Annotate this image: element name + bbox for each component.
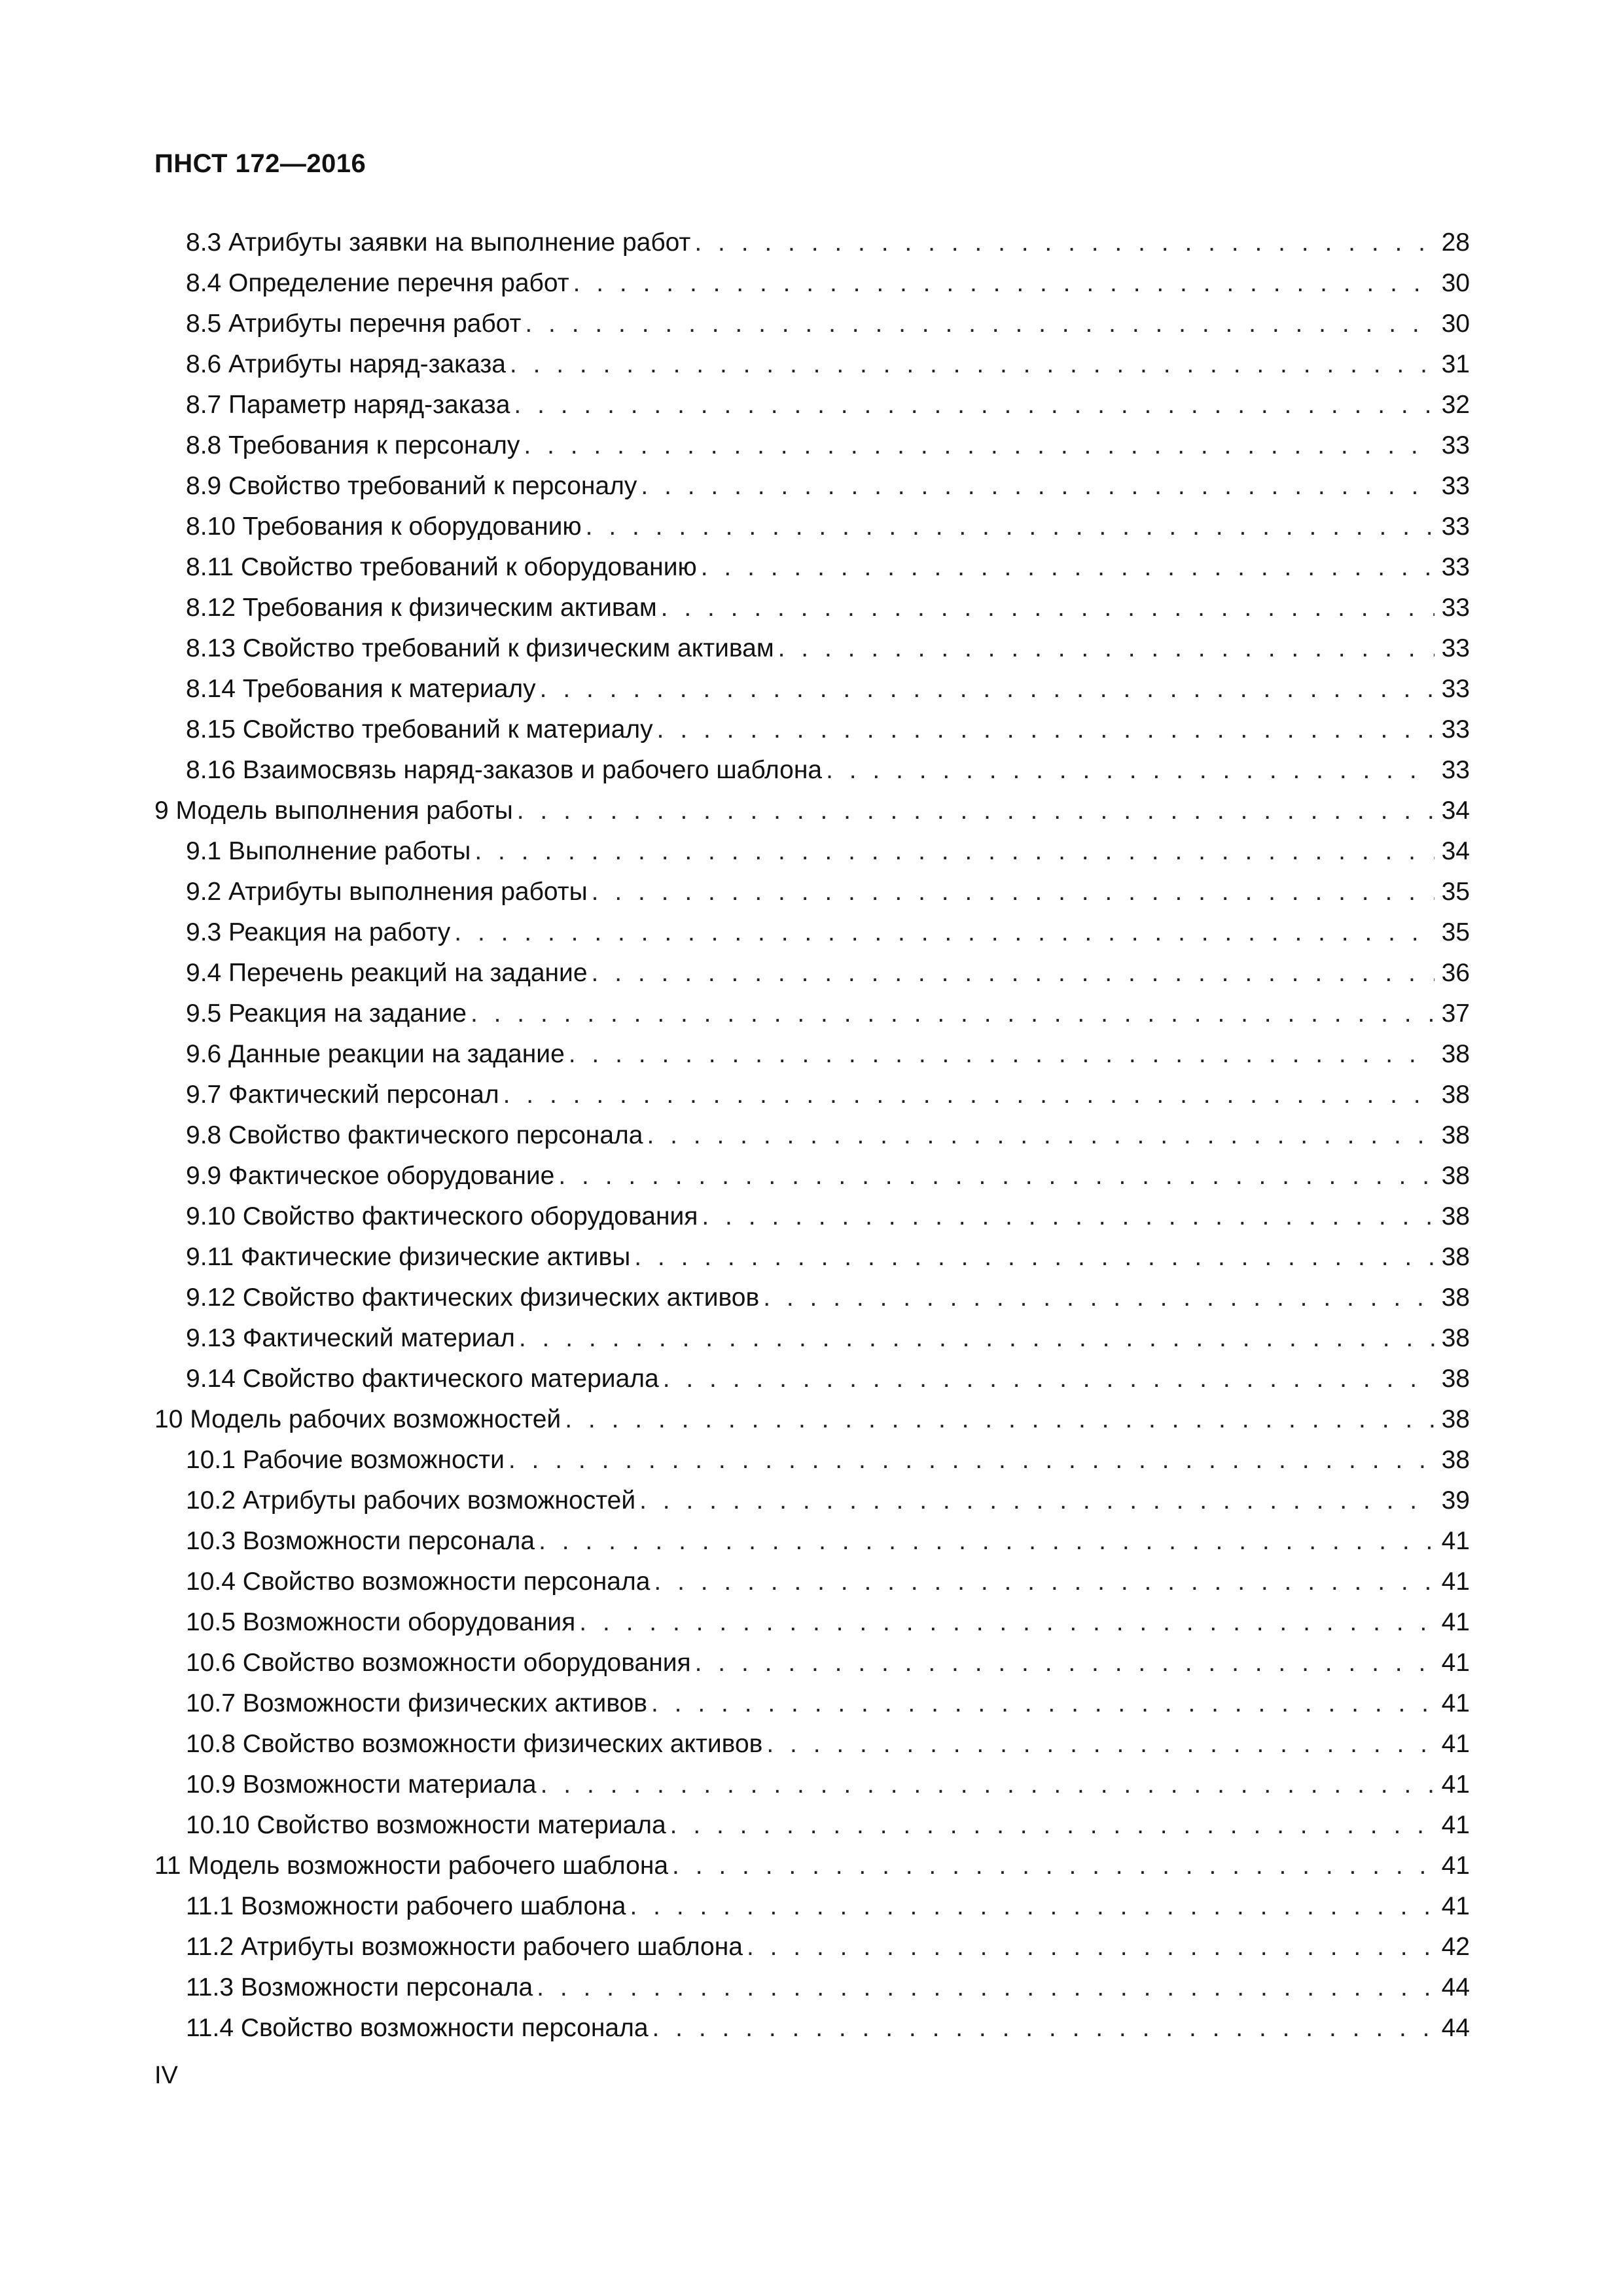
toc-entry	[154, 1399, 1470, 1440]
toc-entry-page: 38	[1441, 1121, 1470, 1149]
toc-entry-page: 41	[1441, 1852, 1470, 1880]
toc-entry-title: 10.2 Атрибуты рабочих возможностей	[186, 1486, 636, 1515]
toc-dot-leader	[672, 1846, 1435, 1886]
toc-entry-title: 8.6 Атрибуты наряд-заказа	[186, 350, 506, 378]
toc-entry-page: 38	[1441, 1162, 1470, 1190]
toc-entry-page: 33	[1441, 756, 1470, 784]
toc-dot-leader	[670, 1805, 1435, 1846]
toc-entry-title: 8.5 Атрибуты перечня работ	[186, 310, 522, 338]
toc-dot-leader	[652, 2008, 1435, 2049]
toc-dot-leader	[517, 791, 1435, 831]
toc-entry-title: 9.6 Данные реакции на задание	[186, 1040, 565, 1068]
toc-entry	[154, 1683, 1470, 1724]
toc-entry-page: 38	[1441, 1324, 1470, 1352]
toc-entry-page: 33	[1441, 594, 1470, 622]
toc-entry	[154, 1886, 1470, 1927]
toc-entry	[154, 223, 1470, 263]
toc-entry	[154, 953, 1470, 994]
toc-entry-title: 11.3 Возможности персонала	[186, 1973, 533, 2001]
toc-entry	[154, 1440, 1470, 1480]
toc-entry-page: 34	[1441, 797, 1470, 825]
toc-dot-leader	[778, 628, 1435, 669]
toc-entry-title: 9.10 Свойство фактического оборудования	[186, 1202, 698, 1230]
toc-entry-page: 33	[1441, 553, 1470, 581]
toc-entry	[154, 547, 1470, 588]
toc-entry-page: 44	[1441, 2014, 1470, 2042]
toc-entry	[154, 1521, 1470, 1562]
toc-dot-leader	[537, 1967, 1435, 2008]
toc-entry-page: 39	[1441, 1486, 1470, 1515]
toc-dot-leader	[766, 1724, 1435, 1765]
toc-entry-page: 41	[1441, 1608, 1470, 1636]
toc-dot-leader	[510, 344, 1435, 385]
toc-entry	[154, 1237, 1470, 1278]
toc-entry	[154, 1724, 1470, 1765]
toc-dot-leader	[630, 1886, 1435, 1927]
toc-entry	[154, 1034, 1470, 1075]
toc-entry-page: 33	[1441, 634, 1470, 662]
toc-entry-page: 33	[1441, 472, 1470, 500]
toc-dot-leader	[508, 1440, 1435, 1480]
toc-dot-leader	[651, 1683, 1435, 1724]
toc-entry-title: 10.1 Рабочие возможности	[186, 1446, 505, 1474]
document-header: ПНСТ 172—2016	[154, 149, 366, 178]
toc-entry-title: 9.8 Свойство фактического персонала	[186, 1121, 643, 1149]
toc-entry-title: 11.1 Возможности рабочего шаблона	[186, 1892, 626, 1920]
toc-dot-leader	[474, 831, 1435, 872]
toc-entry-page: 28	[1441, 228, 1470, 257]
toc-entry-page: 34	[1441, 837, 1470, 865]
toc-entry	[154, 1196, 1470, 1237]
toc-entry-page: 35	[1441, 918, 1470, 946]
toc-entry-title: 9.9 Фактическое оборудование	[186, 1162, 555, 1190]
toc-entry-title: 9.4 Перечень реакций на задание	[186, 959, 588, 987]
toc-entry-title: 8.9 Свойство требований к персоналу	[186, 472, 637, 500]
toc-entry-page: 41	[1441, 1730, 1470, 1758]
toc-entry-title: 10.4 Свойство возможности персонала	[186, 1568, 651, 1596]
toc-dot-leader	[539, 1521, 1435, 1562]
toc-entry-title: 9 Модель выполнения работы	[154, 797, 513, 825]
toc-entry	[154, 1075, 1470, 1115]
toc-entry-title: 11 Модель возможности рабочего шаблона	[154, 1852, 669, 1880]
toc-entry-title: 10.9 Возможности материала	[186, 1770, 537, 1799]
toc-entry-page: 33	[1441, 431, 1470, 459]
toc-entry	[154, 669, 1470, 709]
toc-entry	[154, 831, 1470, 872]
toc-entry	[154, 1602, 1470, 1643]
toc-entry	[154, 1359, 1470, 1399]
toc-entry-page: 38	[1441, 1202, 1470, 1230]
toc-dot-leader	[525, 304, 1435, 344]
toc-entry-title: 10.5 Возможности оборудования	[186, 1608, 576, 1636]
toc-dot-leader	[763, 1278, 1435, 1318]
toc-entry-page: 32	[1441, 391, 1470, 419]
toc-dot-leader	[565, 1399, 1435, 1440]
toc-dot-leader	[826, 750, 1435, 791]
toc-entry-page: 41	[1441, 1811, 1470, 1839]
toc-entry-page: 44	[1441, 1973, 1470, 2001]
toc-entry	[154, 709, 1470, 750]
toc-dot-leader	[454, 912, 1435, 953]
toc-entry	[154, 1115, 1470, 1156]
toc-entry-title: 9.1 Выполнение работы	[186, 837, 471, 865]
toc-dot-leader	[558, 1156, 1435, 1196]
toc-entry-title: 10.7 Возможности физических активов	[186, 1689, 648, 1717]
toc-entry	[154, 1765, 1470, 1805]
toc-entry	[154, 2008, 1470, 2049]
toc-entry	[154, 1480, 1470, 1521]
toc-entry-title: 10.8 Свойство возможности физических активов	[186, 1730, 763, 1758]
toc-entry-title: 9.14 Свойство фактического материала	[186, 1365, 659, 1393]
toc-entry-title: 8.4 Определение перечня работ	[186, 269, 569, 297]
toc-entry-title: 10.6 Свойство возможности оборудования	[186, 1649, 691, 1677]
toc-entry-page: 41	[1441, 1527, 1470, 1555]
toc-entry-title: 9.7 Фактический персонал	[186, 1081, 499, 1109]
toc-entry	[154, 1643, 1470, 1683]
toc-entry	[154, 750, 1470, 791]
toc-entry-page: 42	[1441, 1933, 1470, 1961]
toc-dot-leader	[573, 263, 1435, 304]
toc-entry	[154, 466, 1470, 507]
toc-entry-title: 10.3 Возможности персонала	[186, 1527, 535, 1555]
toc-entry	[154, 628, 1470, 669]
toc-entry-title: 8.10 Требования к оборудованию	[186, 512, 582, 541]
toc-entry-page: 41	[1441, 1649, 1470, 1677]
toc-entry	[154, 872, 1470, 912]
toc-entry-title: 8.8 Требования к персоналу	[186, 431, 520, 459]
toc-entry-title: 9.12 Свойство фактических физических активов	[186, 1283, 760, 1312]
toc-entry	[154, 791, 1470, 831]
toc-dot-leader	[695, 1643, 1435, 1683]
toc-entry-page: 41	[1441, 1770, 1470, 1799]
toc-entry-page: 37	[1441, 999, 1470, 1028]
toc-entry	[154, 1805, 1470, 1846]
toc-entry	[154, 507, 1470, 547]
toc-entry-page: 38	[1441, 1040, 1470, 1068]
toc-entry-title: 11.2 Атрибуты возможности рабочего шаблона	[186, 1933, 743, 1961]
table-of-contents	[154, 223, 1470, 2049]
toc-dot-leader	[592, 953, 1435, 994]
toc-dot-leader	[569, 1034, 1435, 1075]
toc-entry	[154, 1967, 1470, 2008]
toc-entry-page: 38	[1441, 1283, 1470, 1312]
toc-entry-title: 8.7 Параметр наряд-заказа	[186, 391, 510, 419]
toc-dot-leader	[694, 223, 1435, 263]
toc-entry-page: 35	[1441, 878, 1470, 906]
toc-entry-page: 38	[1441, 1405, 1470, 1433]
toc-entry-page: 41	[1441, 1568, 1470, 1596]
toc-entry	[154, 263, 1470, 304]
toc-entry-title: 8.13 Свойство требований к физическим активам	[186, 634, 774, 662]
toc-entry-title: 11.4 Свойство возможности персонала	[186, 2014, 649, 2042]
toc-entry-page: 41	[1441, 1892, 1470, 1920]
toc-entry	[154, 994, 1470, 1034]
toc-dot-leader	[592, 872, 1435, 912]
toc-entry	[154, 912, 1470, 953]
toc-entry-title: 8.3 Атрибуты заявки на выполнение работ	[186, 228, 691, 257]
toc-entry-page: 33	[1441, 715, 1470, 744]
toc-entry-title: 10.10 Свойство возможности материала	[186, 1811, 666, 1839]
toc-entry	[154, 344, 1470, 385]
toc-dot-leader	[586, 507, 1435, 547]
toc-entry-title: 9.3 Реакция на работу	[186, 918, 451, 946]
toc-entry-page: 38	[1441, 1081, 1470, 1109]
toc-entry-page: 41	[1441, 1689, 1470, 1717]
toc-entry	[154, 425, 1470, 466]
toc-dot-leader	[634, 1237, 1435, 1278]
toc-dot-leader	[747, 1927, 1435, 1967]
toc-entry-title: 9.2 Атрибуты выполнения работы	[186, 878, 588, 906]
toc-dot-leader	[579, 1602, 1435, 1643]
toc-entry-title: 10 Модель рабочих возможностей	[154, 1405, 562, 1433]
toc-entry-page: 38	[1441, 1446, 1470, 1474]
toc-dot-leader	[641, 466, 1435, 507]
toc-entry-page: 33	[1441, 512, 1470, 541]
toc-entry	[154, 1278, 1470, 1318]
toc-dot-leader	[540, 669, 1435, 709]
toc-entry	[154, 1562, 1470, 1602]
toc-dot-leader	[514, 385, 1435, 425]
toc-entry-title: 8.12 Требования к физическим активам	[186, 594, 657, 622]
toc-dot-leader	[471, 994, 1435, 1034]
toc-entry-title: 8.15 Свойство требований к материалу	[186, 715, 653, 744]
toc-entry-title: 8.16 Взаимосвязь наряд-заказов и рабочего шаблона	[186, 756, 823, 784]
toc-entry-title: 9.5 Реакция на задание	[186, 999, 467, 1028]
toc-entry-title: 9.11 Фактические физические активы	[186, 1243, 631, 1271]
toc-dot-leader	[647, 1115, 1435, 1156]
toc-entry	[154, 304, 1470, 344]
toc-dot-leader	[541, 1765, 1435, 1805]
toc-dot-leader	[524, 425, 1435, 466]
toc-dot-leader	[654, 1562, 1435, 1602]
toc-entry-page: 31	[1441, 350, 1470, 378]
toc-dot-leader	[701, 547, 1435, 588]
toc-entry-page: 33	[1441, 675, 1470, 703]
toc-entry-page: 38	[1441, 1243, 1470, 1271]
toc-entry	[154, 1927, 1470, 1967]
toc-dot-leader	[639, 1480, 1435, 1521]
toc-entry-page: 36	[1441, 959, 1470, 987]
toc-dot-leader	[702, 1196, 1435, 1237]
toc-entry-page: 30	[1441, 310, 1470, 338]
toc-dot-leader	[663, 1359, 1435, 1399]
toc-entry-title: 9.13 Фактический материал	[186, 1324, 515, 1352]
toc-dot-leader	[661, 588, 1435, 628]
toc-entry-page: 30	[1441, 269, 1470, 297]
toc-dot-leader	[503, 1075, 1435, 1115]
page-number: IV	[154, 2062, 178, 2089]
toc-dot-leader	[519, 1318, 1435, 1359]
toc-entry	[154, 1846, 1470, 1886]
toc-entry	[154, 385, 1470, 425]
toc-dot-leader	[657, 709, 1435, 750]
toc-entry-title: 8.14 Требования к материалу	[186, 675, 536, 703]
toc-entry	[154, 1318, 1470, 1359]
toc-entry	[154, 1156, 1470, 1196]
toc-entry-title: 8.11 Свойство требований к оборудованию	[186, 553, 697, 581]
toc-entry-page: 38	[1441, 1365, 1470, 1393]
toc-entry	[154, 588, 1470, 628]
